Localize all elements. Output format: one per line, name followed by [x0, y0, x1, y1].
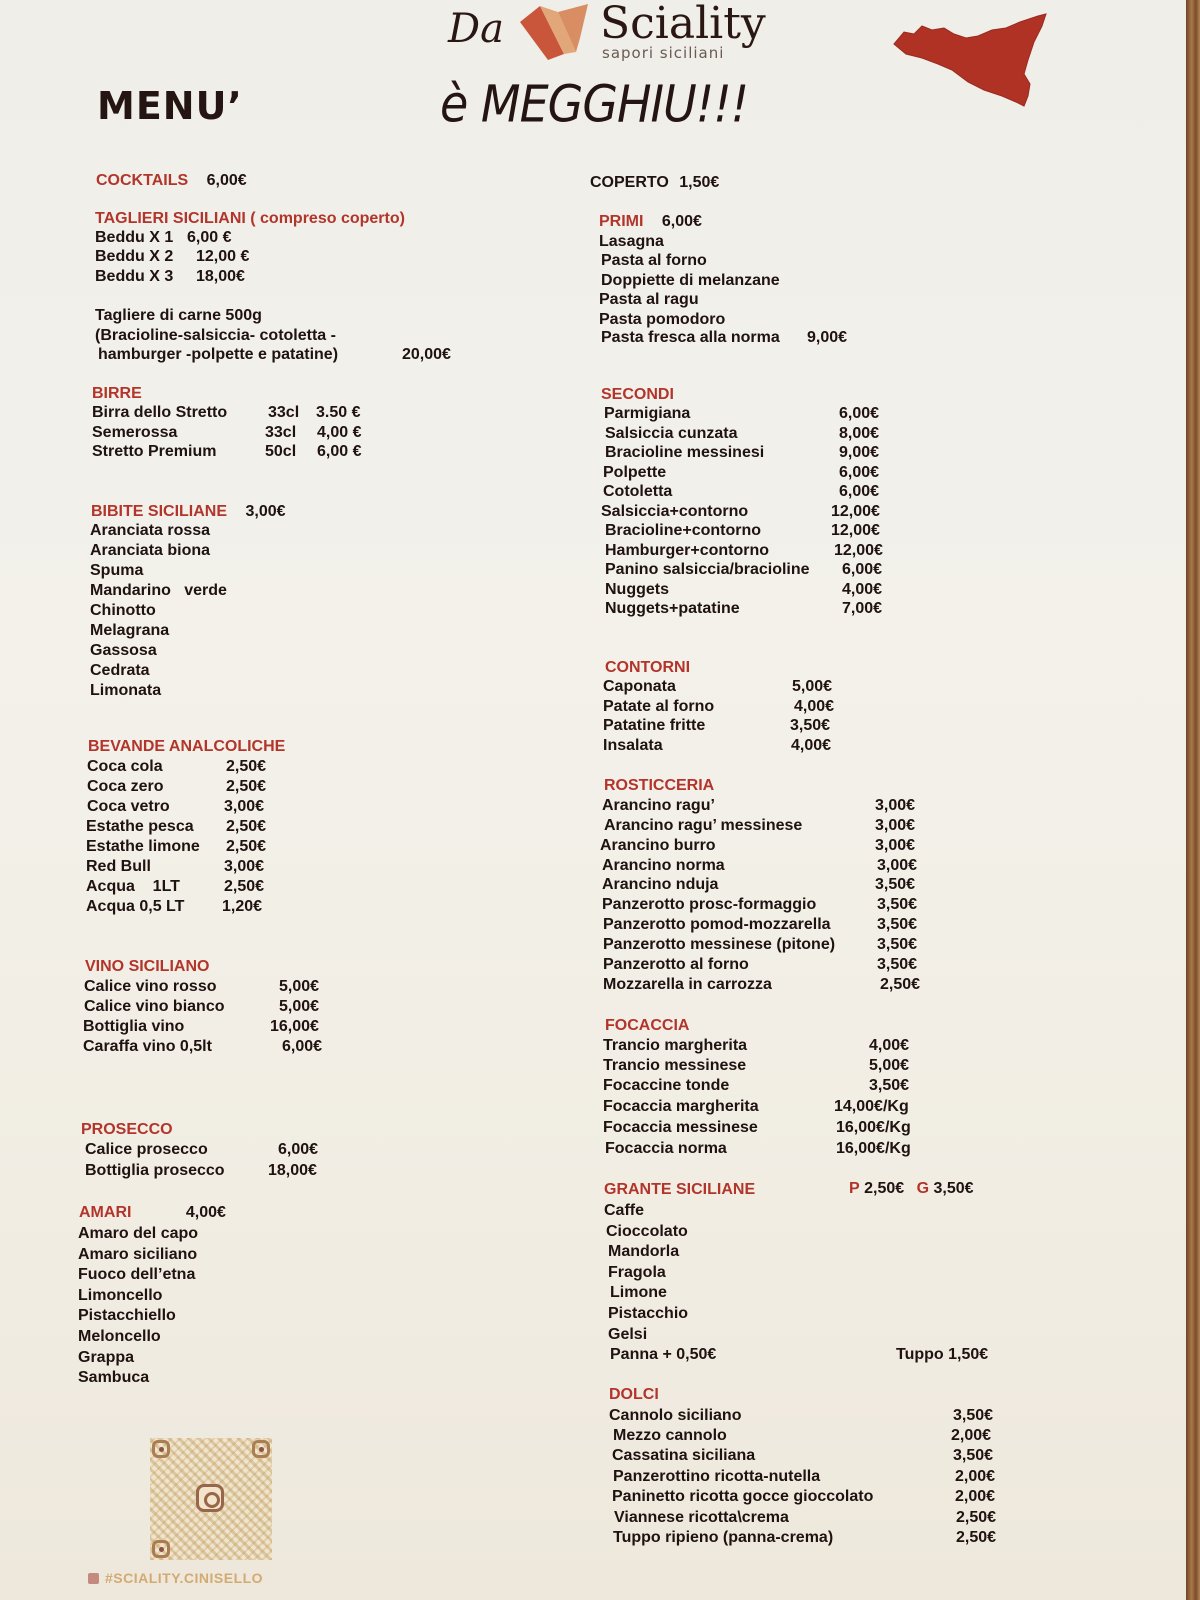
item-price: 3,50€	[877, 896, 918, 913]
list-item: Cedrata	[90, 662, 150, 679]
social-handle	[88, 1570, 263, 1586]
item-price: 2,50€	[226, 838, 267, 855]
menu-item: Stretto Premium	[92, 443, 217, 460]
menu-item: Beddu X 2	[95, 248, 174, 265]
list-item: Melagrana	[90, 622, 170, 639]
list-item: Aranciata rossa	[90, 522, 211, 539]
item-price: 2,00€	[955, 1488, 996, 1505]
amari-list	[78, 1224, 198, 1389]
item-price: 5,00€	[869, 1057, 910, 1074]
item-price: 8,00€	[839, 425, 880, 442]
menu-item: Estathe pesca	[86, 818, 194, 835]
menu-item: Estathe limone	[86, 838, 200, 855]
menu-item: Caraffa vino 0,5lt	[83, 1038, 212, 1055]
section-title: AMARI	[79, 1204, 132, 1221]
bibite-list	[90, 521, 227, 701]
menu-item: Birra dello Stretto	[92, 404, 228, 421]
item-price: 5,00€	[792, 678, 833, 695]
item-price: 3,00€	[877, 857, 918, 874]
menu-item: Salsiccia cunzata	[605, 425, 738, 442]
list-item: Fragola	[608, 1263, 666, 1281]
section-amari	[79, 1203, 226, 1223]
wood-table-edge	[1186, 0, 1200, 1600]
logo-name: Sciality	[600, 0, 766, 49]
item-price: 12,00€	[831, 522, 880, 539]
section-cocktails	[96, 171, 247, 191]
granite-sizes	[849, 1179, 974, 1199]
item-price: 2,50€	[956, 1509, 997, 1526]
item-price: 4,00€	[794, 698, 835, 715]
size-small-price: 2,50€	[864, 1180, 905, 1197]
list-item: Aranciata biona	[90, 542, 211, 559]
menu-item: Semerossa	[92, 424, 178, 441]
menu-item: Beddu X 1	[95, 229, 174, 246]
item-size: 33cl	[268, 404, 300, 421]
section-title-focaccia: FOCACCIA	[605, 1017, 690, 1034]
item-price: 2,50€	[880, 976, 921, 993]
menu-item: Tuppo ripieno (panna-crema)	[613, 1529, 834, 1546]
item-price: 3,50€	[869, 1077, 910, 1094]
item-price: 12,00€	[834, 542, 883, 559]
section-taglieri	[95, 210, 405, 228]
item-price: 3,50€	[877, 936, 918, 953]
section-title-dolci: DOLCI	[609, 1386, 659, 1403]
menu-item: Pasta fresca alla norma	[601, 329, 780, 346]
section-price: 4,00€	[185, 1204, 226, 1221]
tagliere-carne-line1: Tagliere di carne 500g	[95, 307, 262, 324]
instagram-dot-icon	[88, 1573, 99, 1584]
item-price: 1,20€	[222, 898, 263, 915]
menu-item: Focaccia margherita	[603, 1098, 759, 1115]
list-item: Lasagna	[599, 233, 664, 250]
list-item: Limonata	[90, 682, 162, 699]
menu-item: Acqua 1LT	[86, 878, 180, 895]
item-price: 16,00€/Kg	[836, 1119, 911, 1136]
menu-item: Hamburger+contorno	[605, 542, 770, 559]
menu-item: Trancio messinese	[603, 1057, 747, 1074]
list-item: Pasta al ragu	[599, 291, 699, 309]
menu-item: Focaccia norma	[605, 1140, 727, 1157]
item-price: 3,00€	[875, 817, 916, 834]
primi-list	[599, 232, 780, 329]
item-price: 3,00€	[875, 797, 916, 814]
menu-item: Nuggets	[605, 581, 669, 598]
list-item: Meloncello	[78, 1327, 161, 1345]
list-item: Chinotto	[90, 602, 156, 619]
menu-item: Bracioline+contorno	[605, 522, 762, 539]
item-price: 3.50 €	[316, 404, 361, 421]
item-price: 6,00€	[278, 1141, 319, 1158]
item-price: 6,00 €	[187, 229, 232, 246]
item-price: 2,50€	[226, 818, 267, 835]
item-price: 5,00€	[279, 998, 320, 1015]
menu-item: Focaccine tonde	[603, 1077, 730, 1094]
qr-finder-icon	[252, 1440, 270, 1458]
menu-item: Calice prosecco	[85, 1141, 208, 1158]
menu-item: Arancino burro	[600, 837, 716, 854]
list-item: Pistacchiello	[78, 1307, 176, 1325]
list-item: Caffe	[604, 1202, 645, 1219]
qr-finder-icon	[152, 1440, 170, 1458]
list-item: Pistacchio	[608, 1304, 689, 1322]
menu-item: Coca cola	[87, 758, 163, 775]
item-price: 4,00€	[869, 1037, 910, 1054]
section-title-prosecco: PROSECCO	[81, 1121, 173, 1138]
menu-item: Mozzarella in carrozza	[603, 976, 772, 993]
list-item: Gassosa	[90, 642, 157, 659]
list-item: Amaro siciliano	[78, 1245, 198, 1263]
menu-item: Cannolo siciliano	[609, 1407, 742, 1424]
list-item: Fuoco dell’etna	[78, 1266, 196, 1284]
instagram-icon	[196, 1484, 224, 1512]
item-price: 3,00€	[224, 858, 265, 875]
menu-item: Beddu X 3	[95, 268, 174, 285]
item-price: 3,50€	[875, 876, 916, 893]
menu-item: Mezzo cannolo	[613, 1427, 727, 1444]
list-item: Mandorla	[608, 1243, 680, 1261]
section-price: 6,00€	[661, 213, 702, 230]
menu-item: Patatine fritte	[603, 717, 706, 734]
section-title: PRIMI	[599, 213, 644, 230]
list-item: Pasta al forno	[601, 252, 707, 270]
coperto-price: 1,50€	[679, 174, 720, 191]
section-title: COCKTAILS	[96, 172, 189, 189]
section-coperto	[590, 173, 719, 193]
section-title-bevande: BEVANDE ANALCOLICHE	[88, 738, 286, 755]
item-price: 6,00€	[282, 1038, 323, 1055]
section-bibite	[91, 502, 286, 522]
item-price: 3,00€	[875, 837, 916, 854]
logo-prefix: Da	[448, 6, 504, 52]
menu-item: Caponata	[603, 678, 676, 695]
menu-item: Panzerotto al forno	[603, 956, 749, 973]
item-size: 33cl	[265, 424, 297, 441]
item-price: 18,00€	[268, 1162, 317, 1179]
item-price: 3,50€	[953, 1407, 994, 1424]
menu-item: Salsiccia+contorno	[601, 503, 749, 520]
item-price: 12,00 €	[196, 248, 250, 265]
item-price: 4,00€	[791, 737, 832, 754]
menu-item: Insalata	[603, 737, 663, 754]
menu-item: Parmigiana	[604, 405, 691, 422]
size-large-price: 3,50€	[933, 1180, 974, 1197]
list-item: Limone	[610, 1284, 667, 1302]
section-title-birre: BIRRE	[92, 385, 142, 402]
item-price: 3,00€	[224, 798, 265, 815]
menu-item: Panzerotto messinese (pitone)	[603, 936, 836, 953]
menu-item: Cassatina siciliana	[612, 1447, 756, 1464]
list-item: Limoncello	[78, 1286, 163, 1304]
list-item: Doppiette di melanzane	[601, 271, 780, 289]
sicily-map-icon	[892, 12, 1052, 112]
menu-item: Coca vetro	[87, 798, 170, 815]
menu-item: Arancino nduja	[602, 876, 719, 893]
item-price: 7,00€	[842, 600, 883, 617]
menu-item: Arancino ragu’ messinese	[604, 817, 803, 834]
section-title-secondi: SECONDI	[601, 386, 674, 403]
menu-item: Bottiglia vino	[83, 1018, 185, 1035]
menu-item: Bracioline messinesi	[605, 444, 765, 461]
menu-item: Cotoletta	[603, 483, 673, 500]
item-price: 4,00€	[842, 581, 883, 598]
item-price: 9,00€	[807, 329, 848, 346]
menu-item: Panzerottino ricotta-nutella	[613, 1468, 821, 1485]
logo-tagline: sapori siciliani	[602, 44, 725, 62]
menu-item: Arancino ragu’	[602, 797, 715, 814]
menu-item: Arancino norma	[602, 857, 725, 874]
menu-item: Acqua 0,5 LT	[86, 898, 185, 915]
item-price: 16,00€	[270, 1018, 319, 1035]
menu-item: Panzerotto pomod-mozzarella	[603, 916, 831, 933]
list-item: Pasta pomodoro	[599, 310, 726, 328]
item-price: 4,00 €	[317, 424, 362, 441]
coperto-label: COPERTO	[590, 174, 669, 191]
tagliere-carne-line2: (Bracioline-salsiccia- cotoletta -	[95, 327, 336, 344]
item-price: 2,00€	[951, 1427, 992, 1444]
item-price: 2,50€	[224, 878, 265, 895]
item-price: 9,00€	[839, 444, 880, 461]
item-price: 3,50€	[877, 956, 918, 973]
item-price: 6,00 €	[317, 443, 362, 460]
menu-item: Focaccia messinese	[603, 1119, 758, 1136]
list-item: Gelsi	[608, 1325, 648, 1343]
list-item: Cioccolato	[606, 1222, 688, 1240]
list-item: Sambuca	[78, 1369, 150, 1387]
list-item: Spuma	[90, 562, 144, 579]
section-title: TAGLIERI SICILIANI ( compreso coperto)	[95, 210, 405, 227]
menu-title: MENU’	[97, 84, 243, 128]
item-price: 6,00€	[839, 464, 880, 481]
logo-mark-icon	[518, 2, 588, 62]
item-price: 3,50€	[953, 1447, 994, 1464]
section-title: BIBITE SICILIANE	[91, 503, 228, 520]
list-item: Mandarino verde	[90, 582, 227, 599]
item-price: 2,50€	[956, 1529, 997, 1546]
panna-extra: Panna + 0,50€	[610, 1346, 717, 1363]
item-price: 12,00€	[831, 503, 880, 520]
item-size: 50cl	[265, 443, 297, 460]
menu-item: Trancio margherita	[603, 1037, 748, 1054]
item-price: 6,00€	[839, 405, 880, 422]
item-price: 2,50€	[226, 758, 267, 775]
menu-item: Calice vino rosso	[84, 978, 217, 995]
menu-item: Paninetto ricotta gocce gioccolato	[612, 1488, 874, 1505]
item-price: 2,50€	[226, 778, 267, 795]
menu-item: Coca zero	[87, 778, 164, 795]
menu-item: Red Bull	[86, 858, 151, 875]
size-large-label: G	[916, 1180, 930, 1197]
list-item: Amaro del capo	[78, 1225, 199, 1242]
item-price: 5,00€	[279, 978, 320, 995]
price: 6,00€	[206, 172, 247, 189]
section-title-rosticceria: ROSTICCERIA	[604, 777, 715, 794]
section-price: 3,00€	[245, 503, 286, 520]
menu-item: Calice vino bianco	[84, 998, 225, 1015]
item-price: 6,00€	[839, 483, 880, 500]
section-title-contorni: CONTORNI	[605, 659, 691, 676]
item-price: 14,00€/Kg	[834, 1098, 909, 1115]
item-price: 18,00€	[196, 268, 245, 285]
instagram-qr-code[interactable]	[150, 1438, 272, 1560]
menu-item: Panzerotto prosc-formaggio	[602, 896, 817, 913]
item-price: 2,00€	[955, 1468, 996, 1485]
menu-item: Panino salsiccia/bracioline	[605, 561, 810, 578]
qr-finder-icon	[152, 1540, 170, 1558]
item-price: 6,00€	[842, 561, 883, 578]
section-title-granite: GRANTE SICILIANE	[604, 1181, 756, 1198]
size-small-label: P	[849, 1180, 860, 1197]
menu-item: Nuggets+patatine	[605, 600, 740, 617]
menu-item: Viannese ricotta\crema	[614, 1509, 789, 1526]
item-price: 3,50€	[877, 916, 918, 933]
tuppo-extra: Tuppo 1,50€	[896, 1346, 989, 1363]
menu-item: Polpette	[603, 464, 667, 481]
item-price: 3,50€	[790, 717, 831, 734]
menu-item: Patate al forno	[603, 698, 715, 715]
granite-list	[604, 1201, 688, 1345]
menu-item: Bottiglia prosecco	[85, 1162, 225, 1179]
tagliere-carne-line3: hamburger -polpette e patatine)	[98, 346, 339, 363]
list-item: Grappa	[78, 1348, 135, 1366]
section-title-vino: VINO SICILIANO	[85, 958, 210, 975]
item-price: 20,00€	[402, 346, 451, 363]
section-primi	[599, 212, 702, 232]
item-price: 16,00€/Kg	[836, 1140, 911, 1157]
slogan: è MEGGHIU!!!	[440, 74, 749, 134]
handle-text: #SCIALITY.CINISELLO	[105, 1570, 264, 1586]
